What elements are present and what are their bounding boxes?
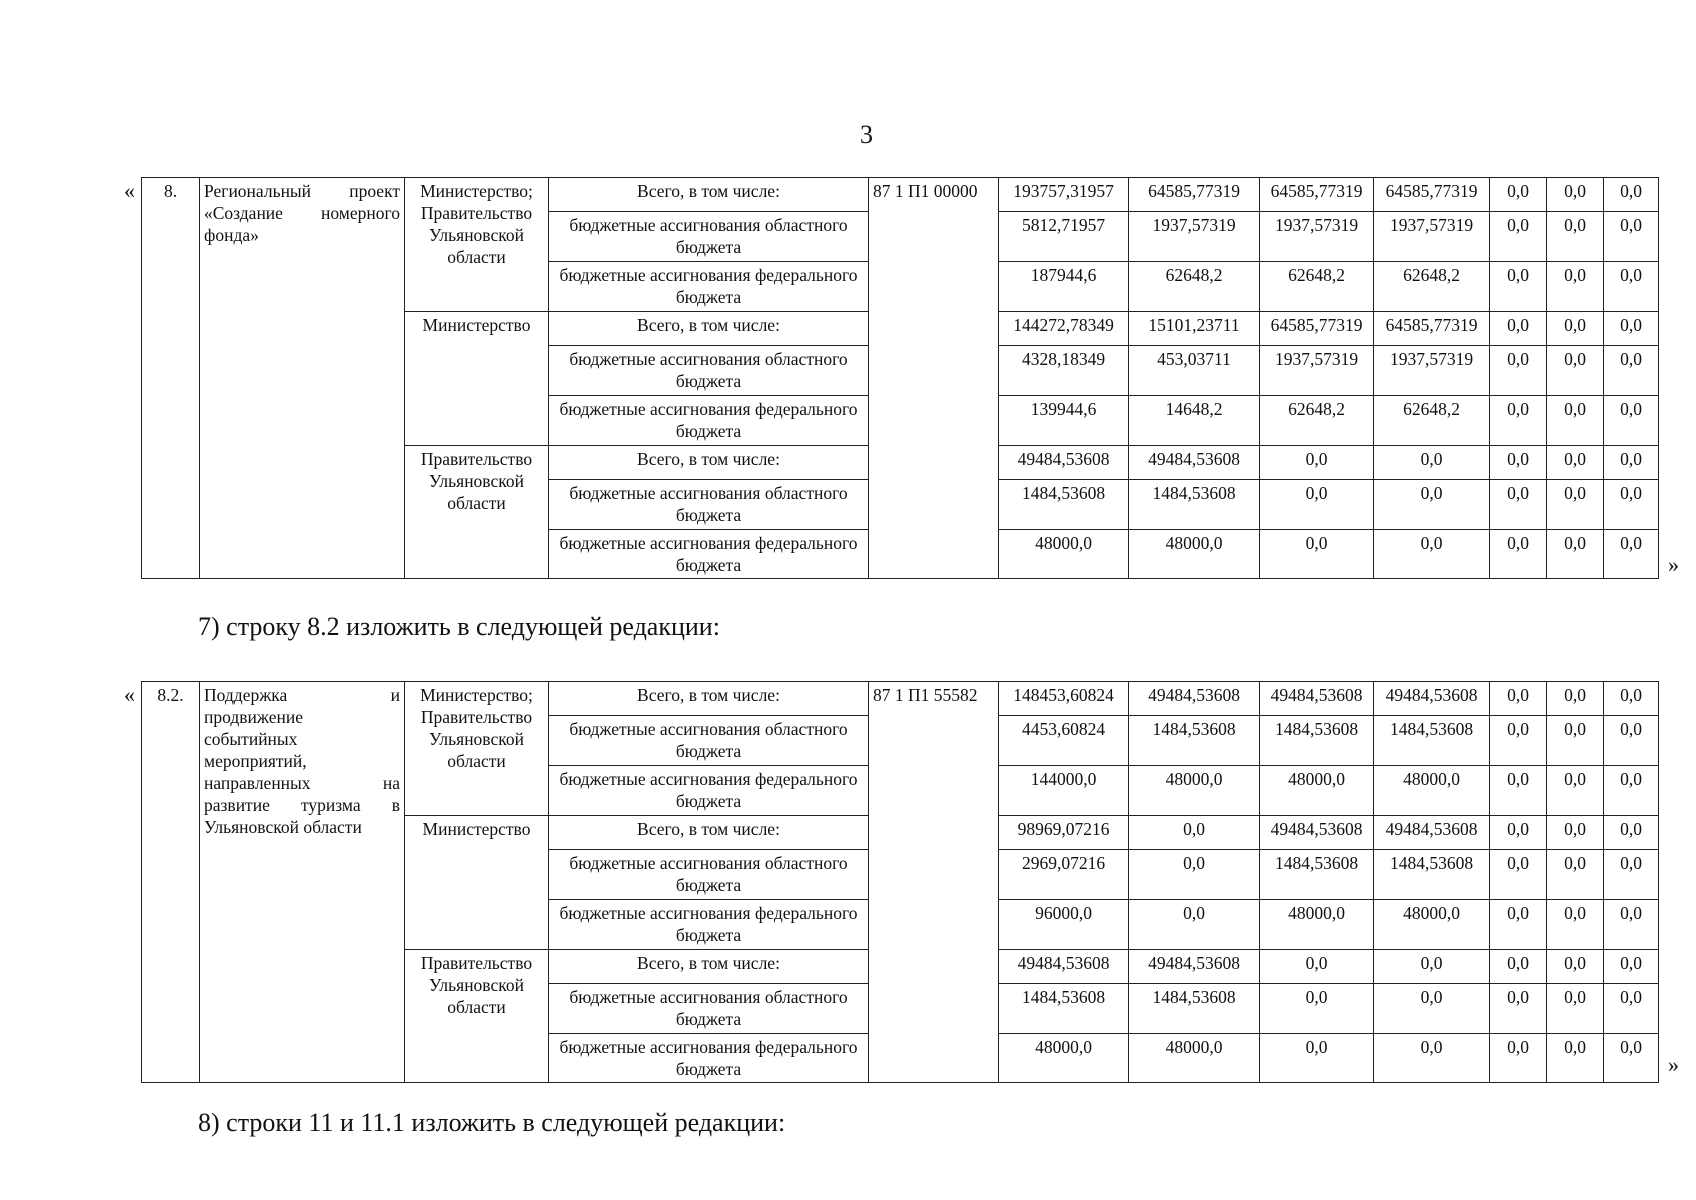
- amount-cell: 0,0: [1374, 480, 1490, 530]
- amount-cell: 2969,07216: [999, 850, 1129, 900]
- amount-cell: 48000,0: [1129, 766, 1260, 816]
- amount-cell: 0,0: [1490, 950, 1547, 984]
- amount-cell: 49484,53608: [1129, 446, 1260, 480]
- amount-cell: 0,0: [1547, 178, 1604, 212]
- amount-cell: 1484,53608: [1374, 716, 1490, 766]
- amount-cell: 0,0: [1547, 212, 1604, 262]
- amount-cell: 0,0: [1374, 950, 1490, 984]
- funding-source-cell: бюджетные ассигнования областного бюджета: [549, 716, 869, 766]
- amount-cell: 62648,2: [1374, 262, 1490, 312]
- table-row: [142, 178, 1659, 212]
- amount-cell: 0,0: [1129, 850, 1260, 900]
- budget-code-cell: 87 1 П1 55582: [869, 682, 999, 1083]
- funding-source-cell: бюджетные ассигнования федерального бюджета: [549, 262, 869, 312]
- amount-cell: 0,0: [1604, 900, 1659, 950]
- executor-cell: Министерство; Правительство Ульяновской области: [405, 682, 549, 816]
- amount-cell: 0,0: [1604, 480, 1659, 530]
- amount-cell: 0,0: [1604, 816, 1659, 850]
- amount-cell: 0,0: [1547, 950, 1604, 984]
- project-name-cell: Региональный проект «Создание номерного фонда»: [200, 178, 405, 579]
- amount-cell: 0,0: [1490, 900, 1547, 950]
- amount-cell: 0,0: [1490, 766, 1547, 816]
- amount-cell: 0,0: [1604, 346, 1659, 396]
- amount-cell: 64585,77319: [1129, 178, 1260, 212]
- amount-cell: 0,0: [1604, 850, 1659, 900]
- amount-cell: 0,0: [1490, 346, 1547, 396]
- amount-cell: 0,0: [1490, 682, 1547, 716]
- amount-cell: 64585,77319: [1374, 312, 1490, 346]
- amount-cell: 1484,53608: [1129, 716, 1260, 766]
- amount-cell: 48000,0: [1260, 766, 1374, 816]
- amount-cell: 0,0: [1604, 396, 1659, 446]
- funding-source-cell: бюджетные ассигнования федерального бюджета: [549, 530, 869, 579]
- section-heading-8: 8) строки 11 и 11.1 изложить в следующей редакции:: [198, 1108, 786, 1137]
- amount-cell: 0,0: [1374, 446, 1490, 480]
- amount-cell: 64585,77319: [1260, 312, 1374, 346]
- amount-cell: 187944,6: [999, 262, 1129, 312]
- amount-cell: 98969,07216: [999, 816, 1129, 850]
- amount-cell: 48000,0: [1260, 900, 1374, 950]
- amount-cell: 49484,53608: [999, 446, 1129, 480]
- amount-cell: 0,0: [1547, 984, 1604, 1034]
- amount-cell: 0,0: [1260, 984, 1374, 1034]
- amount-cell: 1937,57319: [1260, 212, 1374, 262]
- amount-cell: 1484,53608: [1260, 850, 1374, 900]
- amount-cell: 0,0: [1604, 446, 1659, 480]
- amount-cell: 0,0: [1547, 530, 1604, 579]
- amount-cell: 0,0: [1260, 480, 1374, 530]
- amount-cell: 1937,57319: [1374, 346, 1490, 396]
- amount-cell: 4328,18349: [999, 346, 1129, 396]
- amount-cell: 0,0: [1547, 396, 1604, 446]
- amount-cell: 49484,53608: [1260, 682, 1374, 716]
- amount-cell: 48000,0: [1374, 766, 1490, 816]
- executor-cell: Министерство; Правительство Ульяновской области: [405, 178, 549, 312]
- amount-cell: 0,0: [1490, 312, 1547, 346]
- amount-cell: 49484,53608: [999, 950, 1129, 984]
- amount-cell: 0,0: [1260, 950, 1374, 984]
- amount-cell: 453,03711: [1129, 346, 1260, 396]
- amount-cell: 139944,6: [999, 396, 1129, 446]
- funding-source-cell: Всего, в том числе:: [549, 950, 869, 984]
- amount-cell: 0,0: [1547, 346, 1604, 396]
- amount-cell: 0,0: [1604, 530, 1659, 579]
- amount-cell: 48000,0: [999, 530, 1129, 579]
- amount-cell: 49484,53608: [1129, 950, 1260, 984]
- amount-cell: 144272,78349: [999, 312, 1129, 346]
- open-quote: «: [124, 178, 135, 203]
- amount-cell: 1484,53608: [1129, 984, 1260, 1034]
- amount-cell: 0,0: [1547, 682, 1604, 716]
- amount-cell: 62648,2: [1260, 396, 1374, 446]
- budget-table-8: [141, 177, 1659, 579]
- amount-cell: 0,0: [1547, 446, 1604, 480]
- funding-source-cell: бюджетные ассигнования федерального бюджета: [549, 396, 869, 446]
- amount-cell: 5812,71957: [999, 212, 1129, 262]
- funding-source-cell: бюджетные ассигнования областного бюджета: [549, 346, 869, 396]
- amount-cell: 193757,31957: [999, 178, 1129, 212]
- amount-cell: 0,0: [1129, 816, 1260, 850]
- amount-cell: 0,0: [1490, 716, 1547, 766]
- amount-cell: 0,0: [1490, 984, 1547, 1034]
- funding-source-cell: Всего, в том числе:: [549, 312, 869, 346]
- amount-cell: 0,0: [1260, 530, 1374, 579]
- amount-cell: 0,0: [1374, 1034, 1490, 1083]
- budget-code-cell: 87 1 П1 00000: [869, 178, 999, 579]
- table-row: [142, 682, 1659, 716]
- amount-cell: 14648,2: [1129, 396, 1260, 446]
- amount-cell: 0,0: [1547, 1034, 1604, 1083]
- amount-cell: 1484,53608: [1129, 480, 1260, 530]
- amount-cell: 0,0: [1490, 446, 1547, 480]
- amount-cell: 64585,77319: [1260, 178, 1374, 212]
- amount-cell: 0,0: [1604, 212, 1659, 262]
- amount-cell: 48000,0: [1129, 530, 1260, 579]
- amount-cell: 0,0: [1490, 262, 1547, 312]
- amount-cell: 0,0: [1604, 950, 1659, 984]
- amount-cell: 48000,0: [1374, 900, 1490, 950]
- executor-cell: Министерство: [405, 816, 549, 950]
- amount-cell: 0,0: [1604, 766, 1659, 816]
- amount-cell: 49484,53608: [1129, 682, 1260, 716]
- amount-cell: 148453,60824: [999, 682, 1129, 716]
- amount-cell: 4453,60824: [999, 716, 1129, 766]
- funding-source-cell: бюджетные ассигнования областного бюджета: [549, 480, 869, 530]
- amount-cell: 0,0: [1604, 312, 1659, 346]
- amount-cell: 15101,23711: [1129, 312, 1260, 346]
- funding-source-cell: бюджетные ассигнования федерального бюджета: [549, 766, 869, 816]
- amount-cell: 0,0: [1490, 1034, 1547, 1083]
- amount-cell: 1937,57319: [1374, 212, 1490, 262]
- funding-source-cell: Всего, в том числе:: [549, 446, 869, 480]
- amount-cell: 1484,53608: [1260, 716, 1374, 766]
- amount-cell: 48000,0: [999, 1034, 1129, 1083]
- amount-cell: 0,0: [1490, 816, 1547, 850]
- amount-cell: 0,0: [1604, 1034, 1659, 1083]
- funding-source-cell: Всего, в том числе:: [549, 682, 869, 716]
- amount-cell: 0,0: [1547, 312, 1604, 346]
- amount-cell: 0,0: [1490, 178, 1547, 212]
- project-name-cell: Поддержка и продвижение событийных мероприятий, направленных на развитие туризма в Ульяновской области: [200, 682, 405, 1083]
- amount-cell: 0,0: [1547, 480, 1604, 530]
- amount-cell: 1484,53608: [1374, 850, 1490, 900]
- amount-cell: 0,0: [1129, 900, 1260, 950]
- amount-cell: 0,0: [1604, 262, 1659, 312]
- amount-cell: 0,0: [1547, 262, 1604, 312]
- funding-source-cell: бюджетные ассигнования федерального бюджета: [549, 900, 869, 950]
- amount-cell: 0,0: [1490, 396, 1547, 446]
- amount-cell: 62648,2: [1374, 396, 1490, 446]
- funding-source-cell: бюджетные ассигнования областного бюджета: [549, 850, 869, 900]
- page-number: 3: [860, 120, 873, 149]
- amount-cell: 1937,57319: [1129, 212, 1260, 262]
- amount-cell: 144000,0: [999, 766, 1129, 816]
- amount-cell: 0,0: [1547, 900, 1604, 950]
- funding-source-cell: бюджетные ассигнования областного бюджета: [549, 984, 869, 1034]
- amount-cell: 0,0: [1604, 178, 1659, 212]
- amount-cell: 1937,57319: [1260, 346, 1374, 396]
- amount-cell: 1484,53608: [999, 480, 1129, 530]
- budget-table-8-2: [141, 681, 1659, 1083]
- row-number-cell: 8.: [142, 178, 200, 579]
- amount-cell: 0,0: [1374, 530, 1490, 579]
- amount-cell: 64585,77319: [1374, 178, 1490, 212]
- amount-cell: 0,0: [1547, 766, 1604, 816]
- amount-cell: 0,0: [1490, 850, 1547, 900]
- amount-cell: 49484,53608: [1260, 816, 1374, 850]
- funding-source-cell: Всего, в том числе:: [549, 178, 869, 212]
- amount-cell: 0,0: [1490, 530, 1547, 579]
- amount-cell: 0,0: [1604, 682, 1659, 716]
- amount-cell: 0,0: [1490, 480, 1547, 530]
- amount-cell: 0,0: [1604, 716, 1659, 766]
- row-number-cell: 8.2.: [142, 682, 200, 1083]
- funding-source-cell: Всего, в том числе:: [549, 816, 869, 850]
- amount-cell: 0,0: [1547, 716, 1604, 766]
- funding-source-cell: бюджетные ассигнования областного бюджета: [549, 212, 869, 262]
- executor-cell: Министерство: [405, 312, 549, 446]
- amount-cell: 48000,0: [1129, 1034, 1260, 1083]
- amount-cell: 0,0: [1374, 984, 1490, 1034]
- amount-cell: 0,0: [1604, 984, 1659, 1034]
- amount-cell: 0,0: [1260, 446, 1374, 480]
- amount-cell: 62648,2: [1260, 262, 1374, 312]
- close-quote: »: [1668, 1052, 1679, 1077]
- funding-source-cell: бюджетные ассигнования федерального бюджета: [549, 1034, 869, 1083]
- amount-cell: 0,0: [1547, 816, 1604, 850]
- amount-cell: 49484,53608: [1374, 682, 1490, 716]
- executor-cell: Правительство Ульяновской области: [405, 446, 549, 579]
- open-quote: «: [124, 682, 135, 707]
- amount-cell: 96000,0: [999, 900, 1129, 950]
- executor-cell: Правительство Ульяновской области: [405, 950, 549, 1083]
- amount-cell: 0,0: [1547, 850, 1604, 900]
- amount-cell: 0,0: [1490, 212, 1547, 262]
- amount-cell: 49484,53608: [1374, 816, 1490, 850]
- section-heading-7: 7) строку 8.2 изложить в следующей редакции:: [198, 612, 720, 641]
- amount-cell: 1484,53608: [999, 984, 1129, 1034]
- amount-cell: 62648,2: [1129, 262, 1260, 312]
- amount-cell: 0,0: [1260, 1034, 1374, 1083]
- close-quote: »: [1668, 552, 1679, 577]
